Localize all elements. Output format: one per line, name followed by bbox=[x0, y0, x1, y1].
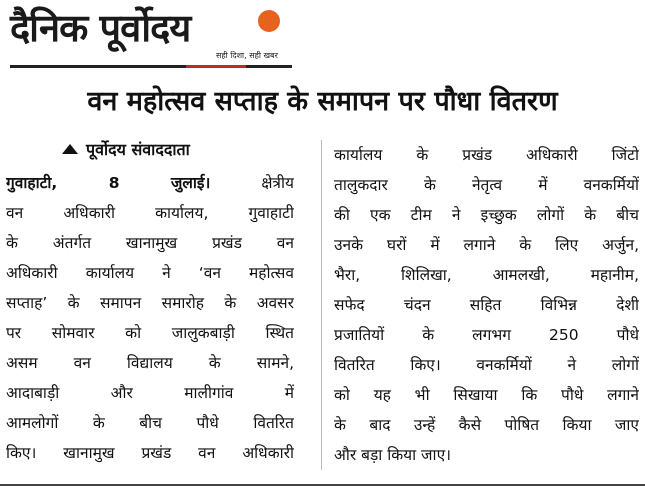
article-line: और बड़ा किया जाए। bbox=[334, 446, 452, 464]
article-line: भैरा, शिलिखा, आमलखी, महानीम, bbox=[334, 266, 639, 284]
byline bbox=[62, 138, 190, 162]
article-line: के अंतर्गत खानामुख प्रखंड वन bbox=[6, 234, 294, 252]
masthead-rule bbox=[10, 65, 292, 68]
sun-logo-icon bbox=[258, 10, 280, 32]
article-line: पर सोमवार को जालुकबाड़ी स्थित bbox=[6, 324, 294, 342]
article-line: वन अधिकारी कार्यालय, गुवाहाटी bbox=[6, 204, 294, 222]
article-line: को यह भी सिखाया कि पौधे लगाने bbox=[334, 386, 639, 404]
article-line: असम वन विद्यालय के सामने, bbox=[6, 354, 294, 372]
article-line: तालुकदार के नेतृत्व में वनकर्मियों bbox=[334, 176, 639, 194]
article-line: किए। खानामुख प्रखंड वन अधिकारी bbox=[6, 444, 294, 462]
article-line: प्रजातियों के लगभग 250 पौधे bbox=[334, 326, 639, 344]
bottom-rule bbox=[0, 484, 645, 486]
article-line bbox=[6, 168, 294, 198]
article-headline: वन महोत्सव सप्ताह के समापन पर पौधा वितरण bbox=[87, 86, 558, 117]
article-column-left bbox=[6, 168, 294, 468]
article-line: सप्ताह’ के समापन समारोह के अवसर bbox=[6, 294, 294, 312]
article-column-right bbox=[334, 140, 639, 470]
article-line: आदाबाड़ी और मालीगांव में bbox=[6, 384, 294, 402]
article-line: सफेद चंदन सहित विभिन्न देशी bbox=[334, 296, 639, 314]
article-line: आमलोगों के बीच पौधे वितरित bbox=[6, 414, 294, 432]
masthead-red-accent bbox=[186, 65, 246, 68]
article-line: के बाद उन्हें कैसे पोषित किया जाए bbox=[334, 416, 639, 434]
column-divider bbox=[321, 140, 322, 470]
article-line: वितरित किए। वनकर्मियों ने लोगों bbox=[334, 356, 639, 374]
byline-text: पूर्वोदय संवाददाता bbox=[86, 140, 190, 159]
triangle-bullet-icon bbox=[62, 144, 78, 154]
dateline: गुवाहाटी, 8 जुलाई। bbox=[6, 174, 211, 192]
masthead-title: दैनिक पूर्वोदय bbox=[10, 6, 191, 50]
article-line: उनके घरों में लगाने के लिए अर्जुन, bbox=[334, 236, 639, 254]
article-line: की एक टीम ने इच्छुक लोगों के बीच bbox=[334, 206, 639, 224]
masthead-tagline: सही दिशा, सही खबर bbox=[216, 51, 278, 60]
article-line: कार्यालय के प्रखंड अधिकारी जिंटो bbox=[334, 146, 639, 164]
masthead bbox=[6, 2, 306, 74]
article-line-text: क्षेत्रीय bbox=[261, 174, 294, 192]
article-line: अधिकारी कार्यालय ने ‘वन महोत्सव bbox=[6, 264, 294, 282]
